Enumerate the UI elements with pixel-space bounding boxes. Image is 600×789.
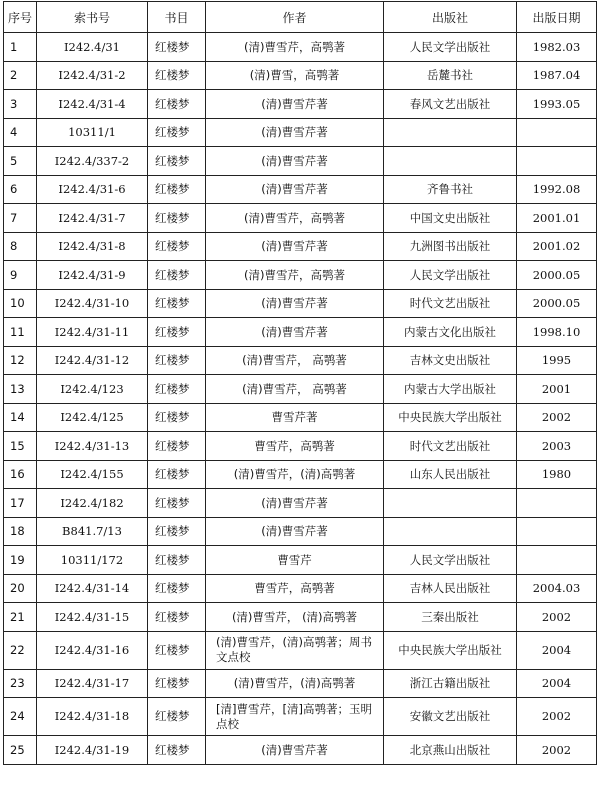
cell-author: (清)曹雪芹， 高鹗著	[206, 375, 384, 404]
cell-call-number: B841.7/13	[37, 517, 148, 546]
header-index: 序号	[4, 2, 37, 33]
cell-publish-date: 1982.03	[517, 33, 597, 62]
cell-publisher: 三秦出版社	[384, 603, 517, 632]
cell-publish-date: 2001.02	[517, 232, 597, 261]
cell-publish-date: 1987.04	[517, 61, 597, 90]
cell-title: 红楼梦	[148, 375, 206, 404]
cell-publish-date: 1992.08	[517, 175, 597, 204]
cell-title: 红楼梦	[148, 204, 206, 233]
cell-publisher: 吉林人民出版社	[384, 574, 517, 603]
cell-publisher: 岳麓书社	[384, 61, 517, 90]
cell-author: 曹雪芹，高鹗著	[206, 574, 384, 603]
cell-index: 20	[4, 574, 37, 603]
cell-title: 红楼梦	[148, 403, 206, 432]
cell-call-number: I242.4/31-11	[37, 318, 148, 347]
table-row	[4, 175, 597, 204]
cell-publish-date	[517, 546, 597, 575]
cell-publish-date: 1980	[517, 460, 597, 489]
cell-author: (清)曹雪芹著	[206, 175, 384, 204]
cell-index: 8	[4, 232, 37, 261]
cell-publisher: 中央民族大学出版社	[384, 403, 517, 432]
table-row	[4, 33, 597, 62]
cell-publish-date: 2001	[517, 375, 597, 404]
cell-call-number: I242.4/31-16	[37, 631, 148, 669]
cell-call-number: 10311/1	[37, 118, 148, 147]
cell-title: 红楼梦	[148, 232, 206, 261]
table-row	[4, 669, 597, 698]
table-row	[4, 318, 597, 347]
cell-publish-date: 2004.03	[517, 574, 597, 603]
cell-publisher: 内蒙古大学出版社	[384, 375, 517, 404]
cell-publisher	[384, 147, 517, 176]
cell-index: 10	[4, 289, 37, 318]
cell-publisher: 人民文学出版社	[384, 546, 517, 575]
cell-call-number: I242.4/31-17	[37, 669, 148, 698]
cell-title: 红楼梦	[148, 631, 206, 669]
cell-publish-date: 2001.01	[517, 204, 597, 233]
header-row	[4, 2, 597, 33]
cell-index: 24	[4, 698, 37, 736]
cell-publish-date: 2002	[517, 698, 597, 736]
cell-publisher	[384, 118, 517, 147]
cell-author: 曹雪芹，高鹗著	[206, 432, 384, 461]
header-title: 书目	[148, 2, 206, 33]
cell-author: 曹雪芹	[206, 546, 384, 575]
cell-author: (清)曹雪芹，(清)高鹗著	[206, 460, 384, 489]
cell-call-number: I242.4/31-2	[37, 61, 148, 90]
cell-publisher: 中央民族大学出版社	[384, 631, 517, 669]
cell-title: 红楼梦	[148, 489, 206, 518]
cell-author: (清)曹雪芹著	[206, 318, 384, 347]
cell-author: (清)曹雪芹，(清)高鹗著；周书文点校	[206, 631, 384, 669]
cell-index: 9	[4, 261, 37, 290]
cell-title: 红楼梦	[148, 346, 206, 375]
header-author: 作者	[206, 2, 384, 33]
cell-publisher	[384, 489, 517, 518]
header-call-number: 索书号	[37, 2, 148, 33]
cell-index: 23	[4, 669, 37, 698]
table-row	[4, 631, 597, 669]
cell-call-number: I242.4/31-4	[37, 90, 148, 119]
cell-call-number: I242.4/31-19	[37, 736, 148, 765]
table-row	[4, 90, 597, 119]
cell-index: 14	[4, 403, 37, 432]
cell-index: 4	[4, 118, 37, 147]
cell-publisher: 春风文艺出版社	[384, 90, 517, 119]
cell-call-number: 10311/172	[37, 546, 148, 575]
cell-author: (清)曹雪芹， 高鹗著	[206, 346, 384, 375]
cell-call-number: I242.4/31-15	[37, 603, 148, 632]
cell-publisher: 吉林文史出版社	[384, 346, 517, 375]
cell-author: (清)曹雪芹著	[206, 232, 384, 261]
cell-title: 红楼梦	[148, 289, 206, 318]
cell-call-number: I242.4/31-14	[37, 574, 148, 603]
cell-author: 曹雪芹著	[206, 403, 384, 432]
cell-publish-date: 1993.05	[517, 90, 597, 119]
cell-publisher: 人民文学出版社	[384, 33, 517, 62]
cell-publish-date: 2002	[517, 736, 597, 765]
cell-publish-date: 2003	[517, 432, 597, 461]
cell-call-number: I242.4/337-2	[37, 147, 148, 176]
table-row	[4, 403, 597, 432]
cell-publish-date	[517, 517, 597, 546]
cell-publisher	[384, 517, 517, 546]
cell-author: (清)曹雪芹著	[206, 289, 384, 318]
cell-title: 红楼梦	[148, 574, 206, 603]
table-row	[4, 546, 597, 575]
cell-publisher: 齐鲁书社	[384, 175, 517, 204]
cell-call-number: I242.4/31	[37, 33, 148, 62]
table-row	[4, 432, 597, 461]
cell-author: (清)曹雪芹著	[206, 147, 384, 176]
cell-publisher: 内蒙古文化出版社	[384, 318, 517, 347]
cell-publish-date: 2002	[517, 403, 597, 432]
cell-index: 21	[4, 603, 37, 632]
cell-publish-date: 1998.10	[517, 318, 597, 347]
table-row	[4, 736, 597, 765]
cell-title: 红楼梦	[148, 460, 206, 489]
cell-author: (清)曹雪芹， (清)高鹗著	[206, 603, 384, 632]
cell-publish-date: 2000.05	[517, 289, 597, 318]
table-row	[4, 460, 597, 489]
cell-author: (清)曹雪芹著	[206, 736, 384, 765]
cell-title: 红楼梦	[148, 147, 206, 176]
cell-publish-date: 2004	[517, 669, 597, 698]
cell-call-number: I242.4/182	[37, 489, 148, 518]
cell-publisher: 九洲图书出版社	[384, 232, 517, 261]
cell-author: (清)曹雪芹著	[206, 118, 384, 147]
cell-author: (清)曹雪芹著	[206, 517, 384, 546]
cell-call-number: I242.4/31-6	[37, 175, 148, 204]
table-row	[4, 698, 597, 736]
header-publish-date: 出版日期	[517, 2, 597, 33]
cell-author: (清)曹雪芹著	[206, 90, 384, 119]
cell-index: 25	[4, 736, 37, 765]
cell-publisher: 北京燕山出版社	[384, 736, 517, 765]
cell-call-number: I242.4/125	[37, 403, 148, 432]
cell-publisher: 安徽文艺出版社	[384, 698, 517, 736]
cell-call-number: I242.4/31-13	[37, 432, 148, 461]
cell-index: 6	[4, 175, 37, 204]
cell-publish-date: 2004	[517, 631, 597, 669]
cell-publisher: 时代文艺出版社	[384, 432, 517, 461]
cell-index: 2	[4, 61, 37, 90]
table-row	[4, 118, 597, 147]
cell-index: 15	[4, 432, 37, 461]
cell-author: (清)曹雪芹，高鹗著	[206, 204, 384, 233]
cell-author: (清)曹雪芹，(清)高鹗著	[206, 669, 384, 698]
cell-title: 红楼梦	[148, 175, 206, 204]
cell-call-number: I242.4/31-10	[37, 289, 148, 318]
cell-title: 红楼梦	[148, 33, 206, 62]
cell-title: 红楼梦	[148, 261, 206, 290]
cell-publisher: 浙江古籍出版社	[384, 669, 517, 698]
cell-author: (清)曹雪芹，高鹗著	[206, 261, 384, 290]
cell-index: 3	[4, 90, 37, 119]
cell-title: 红楼梦	[148, 318, 206, 347]
cell-publisher: 时代文艺出版社	[384, 289, 517, 318]
table-row	[4, 204, 597, 233]
table-row	[4, 375, 597, 404]
book-table	[3, 1, 597, 765]
cell-index: 17	[4, 489, 37, 518]
cell-index: 22	[4, 631, 37, 669]
cell-publisher: 山东人民出版社	[384, 460, 517, 489]
cell-index: 19	[4, 546, 37, 575]
cell-author: (清)曹雪，高鹗著	[206, 61, 384, 90]
cell-call-number: I242.4/155	[37, 460, 148, 489]
table-row	[4, 346, 597, 375]
table-row	[4, 603, 597, 632]
cell-index: 16	[4, 460, 37, 489]
cell-title: 红楼梦	[148, 61, 206, 90]
book-catalog	[3, 1, 597, 765]
cell-publisher: 人民文学出版社	[384, 261, 517, 290]
cell-publisher: 中国文史出版社	[384, 204, 517, 233]
cell-index: 1	[4, 33, 37, 62]
cell-call-number: I242.4/123	[37, 375, 148, 404]
cell-index: 18	[4, 517, 37, 546]
cell-author: [清]曹雪芹，[清]高鹗著；玉明点校	[206, 698, 384, 736]
table-body	[4, 33, 597, 765]
table-row	[4, 489, 597, 518]
cell-index: 12	[4, 346, 37, 375]
cell-publish-date	[517, 489, 597, 518]
cell-call-number: I242.4/31-7	[37, 204, 148, 233]
cell-author: (清)曹雪芹著	[206, 489, 384, 518]
cell-publish-date: 2002	[517, 603, 597, 632]
cell-index: 13	[4, 375, 37, 404]
cell-publish-date: 1995	[517, 346, 597, 375]
table-row	[4, 517, 597, 546]
cell-publish-date: 2000.05	[517, 261, 597, 290]
cell-index: 7	[4, 204, 37, 233]
cell-index: 11	[4, 318, 37, 347]
cell-call-number: I242.4/31-9	[37, 261, 148, 290]
table-row	[4, 232, 597, 261]
table-row	[4, 147, 597, 176]
header-publisher: 出版社	[384, 2, 517, 33]
table-row	[4, 574, 597, 603]
cell-author: (清)曹雪芹，高鹗著	[206, 33, 384, 62]
table-row	[4, 61, 597, 90]
cell-title: 红楼梦	[148, 432, 206, 461]
cell-index: 5	[4, 147, 37, 176]
cell-title: 红楼梦	[148, 90, 206, 119]
cell-publish-date	[517, 147, 597, 176]
cell-publish-date	[517, 118, 597, 147]
cell-title: 红楼梦	[148, 118, 206, 147]
cell-title: 红楼梦	[148, 517, 206, 546]
cell-call-number: I242.4/31-12	[37, 346, 148, 375]
cell-title: 红楼梦	[148, 698, 206, 736]
cell-title: 红楼梦	[148, 669, 206, 698]
cell-title: 红楼梦	[148, 603, 206, 632]
cell-title: 红楼梦	[148, 736, 206, 765]
table-row	[4, 289, 597, 318]
cell-call-number: I242.4/31-18	[37, 698, 148, 736]
cell-call-number: I242.4/31-8	[37, 232, 148, 261]
table-row	[4, 261, 597, 290]
cell-title: 红楼梦	[148, 546, 206, 575]
